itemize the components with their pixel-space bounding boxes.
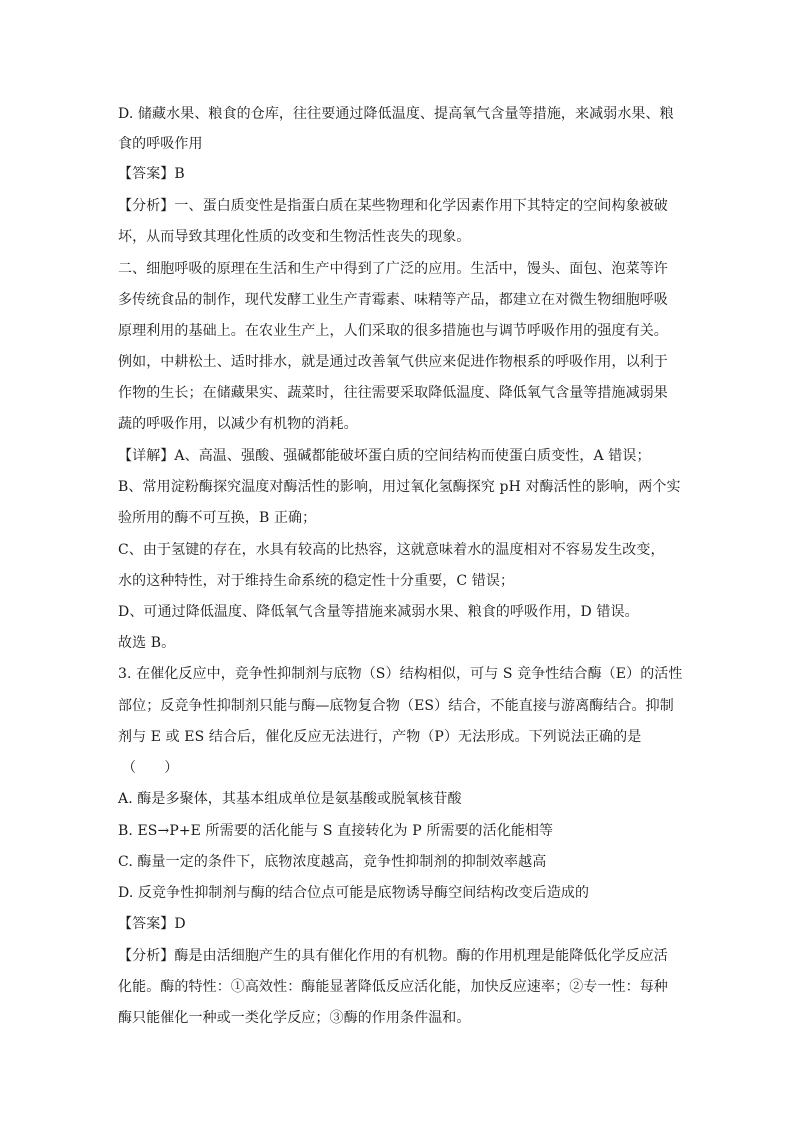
analysis-line-7: 作物的生长；在储藏果实、蔬菜时，往往需要采取降低温度、降低氧气含量等措施减弱果 bbox=[118, 385, 668, 401]
analysis-line-2: 坏，从而导致其理化性质的改变和生物活性丧失的现象。 bbox=[118, 229, 471, 245]
detail-line-1: 【详解】A、高温、强酸、强碱都能破坏蛋白质的空间结构而使蛋白质变性，A 错误； bbox=[118, 448, 651, 464]
analysis-line-4: 多传统食品的制作，现代发酵工业生产青霉素、味精等产品，都建立在对微生物细胞呼吸 bbox=[118, 292, 668, 308]
option-d-line-1: D. 储藏水果、粮食的仓库，往往要通过降低温度、提高氧气含量等措施，来减弱水果、粮 bbox=[118, 106, 674, 122]
question-3-line-2: 部位；反竞争性抑制剂只能与酶—底物复合物（ES）结合，不能直接与游离酶结合。抑制 bbox=[118, 698, 674, 714]
detail-line-3: 验所用的酶不可互换，B 正确； bbox=[118, 510, 317, 526]
detail-line-5: 水的这种特性，对于维持生命系统的稳定性十分重要，C 错误； bbox=[118, 573, 515, 589]
analysis-2-line-2: 化能。酶的特性：①高效性：酶能显著降低反应活化能，加快反应速率；②专一性：每种 bbox=[118, 979, 668, 995]
analysis-2-line-1: 【分析】酶是由活细胞产生的具有催化作用的有机物。酶的作用机理是能降低化学反应活 bbox=[118, 948, 668, 964]
option-b: B. ES→P+E 所需要的活化能与 S 直接转化为 P 所需要的活化能相等 bbox=[118, 823, 554, 839]
analysis-line-8: 蔬的呼吸作用，以减少有机物的消耗。 bbox=[118, 416, 358, 432]
option-c: C. 酶量一定的条件下，底物浓度越高，竞争性抑制剂的抑制效率越高 bbox=[118, 854, 547, 870]
answer-label: 【答案】B bbox=[118, 166, 185, 182]
analysis-2-line-3: 酶只能催化一种或一类化学反应；③酶的作用条件温和。 bbox=[118, 1010, 471, 1026]
question-3-bracket: （ ） bbox=[122, 760, 179, 776]
analysis-line-1: 【分析】一、蛋白质变性是指蛋白质在某些物理和化学因素作用下其特定的空间构象被破 bbox=[118, 198, 668, 214]
option-a: A. 酶是多聚体，其基本组成单位是氨基酸或脱氧核苷酸 bbox=[118, 791, 462, 807]
detail-line-4: C、由于氢键的存在，水具有较高的比热容，这就意味着水的温度相对不容易发生改变， bbox=[118, 542, 665, 558]
conclusion-line: 故选 B。 bbox=[118, 635, 176, 651]
analysis-line-3: 二、细胞呼吸的原理在生活和生产中得到了广泛的应用。生活中，馒头、面包、泡菜等许 bbox=[118, 261, 668, 277]
option-d-line-2: 食的呼吸作用 bbox=[118, 136, 203, 152]
answer-label-2: 【答案】D bbox=[118, 916, 186, 932]
detail-line-6: D、可通过降低温度、降低氧气含量等措施来减弱水果、粮食的呼吸作用，D 错误。 bbox=[118, 604, 639, 620]
analysis-line-5: 原理利用的基础上。在农业生产上，人们采取的很多措施也与调节呼吸作用的强度有关。 bbox=[118, 323, 668, 339]
question-3-line-3: 剂与 E 或 ES 结合后，催化反应无法进行，产物（P）无法形成。下列说法正确的是 bbox=[118, 729, 642, 745]
analysis-line-6: 例如，中耕松土、适时排水，就是通过改善氧气供应来促进作物根系的呼吸作用，以利于 bbox=[118, 354, 668, 370]
question-3-line-1: 3. 在催化反应中，竞争性抑制剂与底物（S）结构相似，可与 S 竞争性结合酶（E）的活性 bbox=[118, 666, 683, 682]
detail-line-2: B、常用淀粉酶探究温度对酶活性的影响，用过氧化氢酶探究 pH 对酶活性的影响，两个实 bbox=[118, 479, 681, 495]
option-d: D. 反竞争性抑制剂与酶的结合位点可能是底物诱导酶空间结构改变后造成的 bbox=[118, 885, 590, 901]
